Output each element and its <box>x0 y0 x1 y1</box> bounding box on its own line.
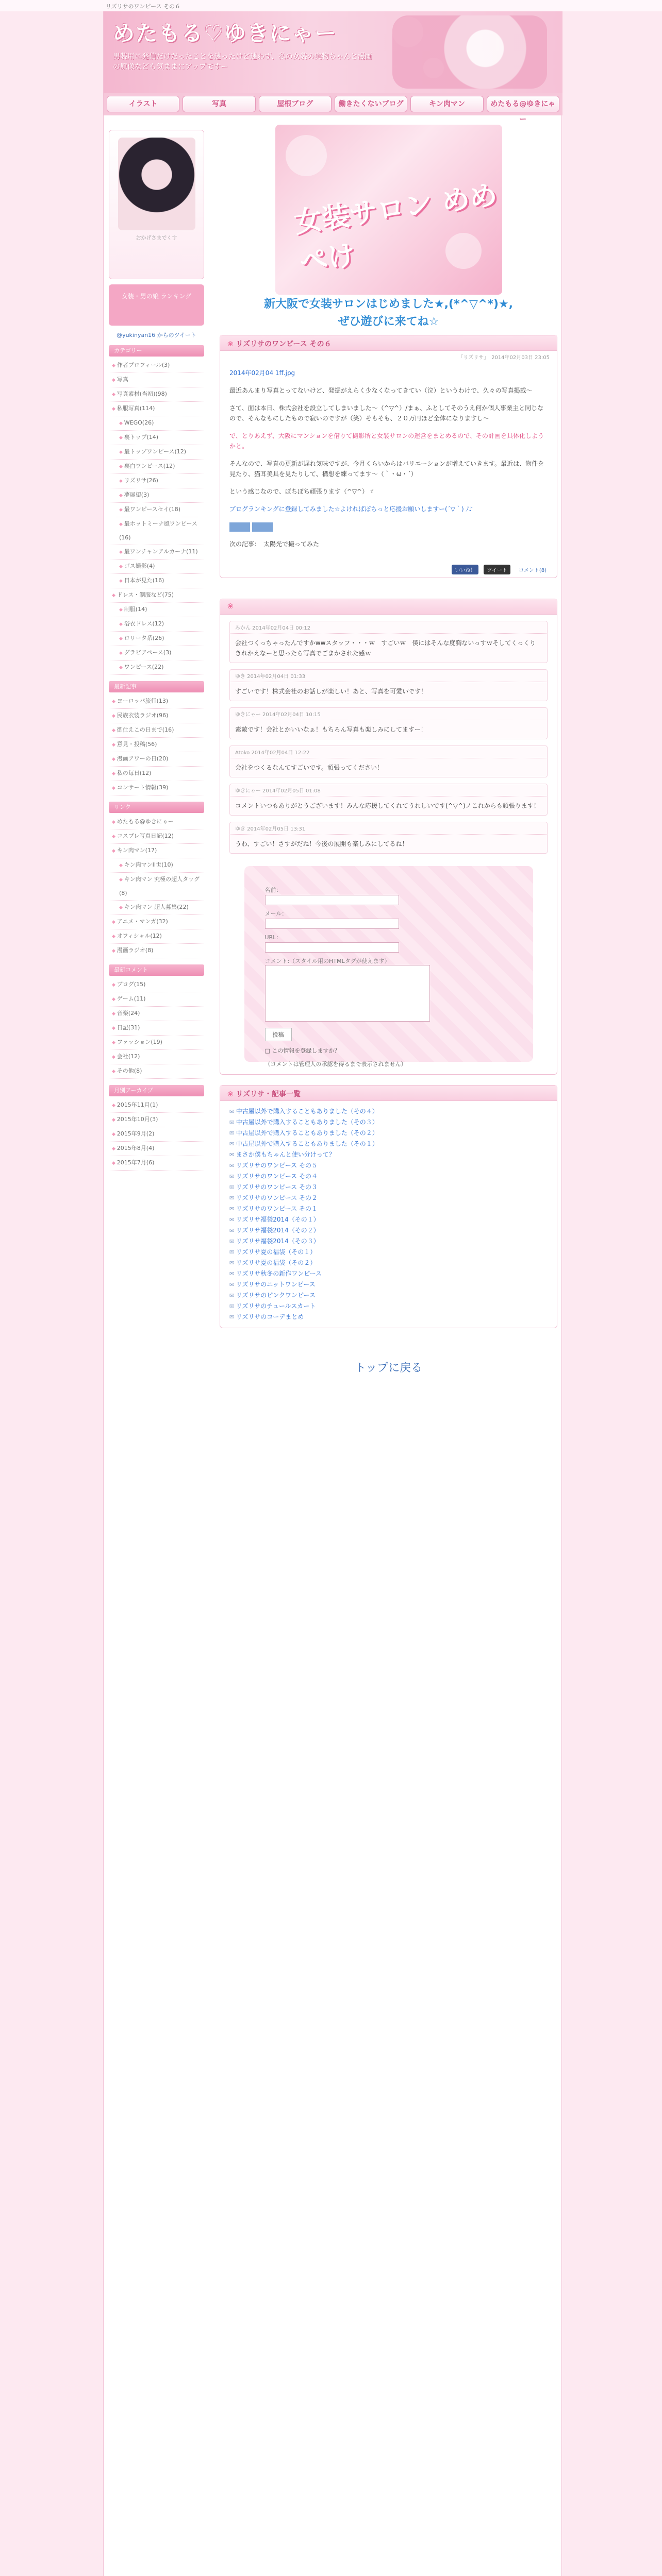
sidebar-link[interactable]: ◆ 2015年9月(2) <box>109 1127 204 1142</box>
related-article-link[interactable]: ✉ リズリサ夏の福袋（その２） <box>229 1258 548 1268</box>
sidebar-link[interactable]: ◆ 最ホットミーナ風ワンピース(16) <box>109 517 204 545</box>
sidebar-link[interactable]: ◆ 写真素材(当初)(98) <box>109 387 204 402</box>
sidebar-link[interactable]: ◆ 私の毎日(12) <box>109 767 204 781</box>
comment-body: 会社つくっちゃったんですかwwスタッフ・・・ｗ すごいｗ 僕にはそんな度胸ないっすｗそしてくっくりきれかえなーと思ったら写真でごまかされた感ｗ <box>235 639 536 657</box>
sidebar-list <box>109 815 204 958</box>
related-article-link[interactable]: ✉ 中古屋以外で購入することもありました（その１） <box>229 1139 548 1149</box>
nav-metamoru[interactable]: めたもる@ゆきにゃー <box>487 96 559 112</box>
entry-image-link[interactable]: 2014年02月04 1ff.jpg <box>229 369 295 377</box>
sidebar-link[interactable]: ◆ 会社(12) <box>109 1050 204 1064</box>
sidebar-section-title: 最新記事 <box>109 681 204 692</box>
sidebar-link[interactable]: ◆ 日本が見た(16) <box>109 574 204 588</box>
comment-body: すごいです！株式会社のお話しが楽しい！あと、写真を可愛いです！ <box>235 688 427 695</box>
sidebar-link[interactable]: ◆ オフィシャル(12) <box>109 929 204 944</box>
main-nav <box>104 93 562 124</box>
related-articles <box>220 1085 557 1328</box>
entry-paragraph: という感じなので、ぼちぼち頑張ります（^▽^）ゞ <box>229 488 375 495</box>
url-input[interactable] <box>265 942 399 953</box>
comment-header: みかん 2014年02月04日 00:12 <box>230 621 547 634</box>
entry-highlight: で、とりあえず、大阪にマンションを借りて撮影所と女装サロンの運営をまとめるので、その計画を具体化しようかと。 <box>229 432 544 450</box>
sidebar-link[interactable]: ◆ めたもる@ゆきにゃー <box>109 815 204 829</box>
sidebar-link[interactable]: ◆ 漫画アワーの日(20) <box>109 752 204 767</box>
sidebar-link[interactable]: ◆ ワンピース(22) <box>109 660 204 675</box>
main-content <box>220 125 557 1375</box>
sidebar-link[interactable]: ◆ 2015年10月(3) <box>109 1113 204 1127</box>
sidebar-link[interactable]: ◆ WEGO(26) <box>109 416 204 431</box>
site-title[interactable]: めたもる♡ゆきにゃー <box>113 21 337 46</box>
related-article-link[interactable]: ✉ リズリサ夏の福袋（その１） <box>229 1247 548 1258</box>
site-subtitle: 男装用に発信だけだったことを迷ったけど迷わず、私の女装の実物ちゃんと漫画の原像なども気ままにアップですー <box>113 53 372 71</box>
sidebar-link[interactable]: ◆ ファッション(19) <box>109 1036 204 1050</box>
related-article-link[interactable]: ✉ 中古屋以外で購入することもありました（その３） <box>229 1117 548 1128</box>
related-article-link[interactable]: ✉ リズリサのワンピース その３ <box>229 1182 548 1193</box>
sidebar-link[interactable]: ◆ 音楽(24) <box>109 1007 204 1021</box>
mail-label: メール： <box>264 910 288 917</box>
related-article-link[interactable]: ✉ リズリサのコーデまとめ <box>229 1312 548 1323</box>
ranking-link[interactable]: ブログランキングに登録してみました☆よければぽちっと応援お願いしますー(´▽｀) ﾉ♪ <box>229 505 473 513</box>
sidebar-list <box>109 1098 204 1171</box>
remember-label: この情報を登録しますか？ <box>272 1047 340 1054</box>
sidebar-link[interactable]: ◆ リズリサ(26) <box>109 474 204 488</box>
topline: リズリサのワンピース その６ <box>0 0 662 11</box>
sidebar-link[interactable]: ◆ キン肉マン 究極の超人タッグ(8) <box>109 873 204 901</box>
sidebar-link[interactable]: ◆ 私服写真(114) <box>109 402 204 416</box>
comment-body: 会社をつくるなんてすごいです。頑張ってください！ <box>235 764 384 771</box>
banner-caption-1: 新大阪で女装サロンはじめました★,(*^▽^*)★, <box>263 298 514 311</box>
sidebar-link[interactable]: ◆ 意見・投稿(56) <box>109 738 204 752</box>
sidebar-link[interactable]: ◆ 写真 <box>109 373 204 387</box>
entry-paragraph: さて、面は本日、株式会社を設立してしまいました～（^▽^）/まぁ、ふとしてそのうえ何か個人事業主と同じなので、そんなもにしたもので寂いのですが（笑）そもそも、２０万円ほど全体になりますし～ <box>229 404 544 422</box>
sidebar-list <box>109 694 204 795</box>
sidebar-link[interactable]: ◆ 制服(14) <box>109 603 204 617</box>
sidebar-link[interactable]: ◆ 夢展望(3) <box>109 488 204 503</box>
sidebar-link[interactable]: ◆ 裏白ワンピース(12) <box>109 460 204 474</box>
comment-header: ゆき 2014年02月05日 13:31 <box>230 822 547 835</box>
related-article-link[interactable]: ✉ リズリサ福袋2014（その２） <box>229 1225 548 1236</box>
ranking-banner-icon[interactable] <box>252 522 273 532</box>
sidebar-link[interactable]: ◆ ゴス撮影(4) <box>109 560 204 574</box>
sidebar-link[interactable]: ◆ 民族衣装ラジオ(96) <box>109 709 204 723</box>
sidebar-link[interactable]: ◆ コスプレ写真日記(12) <box>109 829 204 844</box>
sidebar-link[interactable]: ◆ その他(8) <box>109 1064 204 1079</box>
sidebar-link[interactable]: ◆ 御仕えこの日まで(16) <box>109 723 204 738</box>
sidebar-link[interactable]: ◆ グラビアペース(3) <box>109 646 204 660</box>
entry-paragraph: 最近あんまり写真とってないけど、発掘がえらく少なくなってきてい（泣）というわけで、久々の写真掲載～ <box>229 387 533 394</box>
sidebar-link[interactable]: ◆ 最トップワンピース(12) <box>109 445 204 460</box>
nav-roof-blog[interactable]: 屋根ブログ <box>259 96 332 112</box>
site-header <box>104 11 562 93</box>
sidebar-link[interactable]: ◆ 漫画ラジオ(8) <box>109 944 204 958</box>
sidebar-link[interactable]: ◆ 裏トップ(14) <box>109 431 204 445</box>
sidebar-link[interactable]: ◆ ブログ(15) <box>109 978 204 992</box>
comment-textarea[interactable] <box>265 965 430 1022</box>
sidebar-link[interactable]: ◆ 2015年7月(6) <box>109 1156 204 1171</box>
sidebar-link[interactable]: ◆ 日記(31) <box>109 1021 204 1036</box>
ranking-banner[interactable]: 女装・男の娘 ランキング <box>109 284 204 326</box>
blog-entry <box>220 335 557 578</box>
header-mascot-illustration <box>392 15 547 89</box>
page-wrapper <box>103 11 562 2576</box>
facebook-like-button[interactable]: いいね！ <box>452 565 478 574</box>
comment-form <box>244 866 533 1067</box>
entry-title[interactable]: ❀ リズリサのワンピース その６ <box>220 335 557 351</box>
profile-box <box>109 130 204 279</box>
sidebar-link[interactable]: ◆ コンサート情報(39) <box>109 781 204 795</box>
sidebar-section-title: 最新コメント <box>109 964 204 976</box>
sidebar-section-title: 月別アーカイブ <box>109 1085 204 1096</box>
sidebar <box>104 125 209 1171</box>
related-article-link[interactable]: ✉ リズリサのニットワンピース <box>229 1279 548 1290</box>
nav-nowork-blog[interactable]: 働きたくないブログ <box>335 96 407 112</box>
salon-banner[interactable] <box>275 125 502 295</box>
sidebar-link[interactable]: ◆ 2015年8月(4) <box>109 1142 204 1156</box>
sidebar-list <box>109 359 204 675</box>
sidebar-link[interactable]: ◆ 最ワンピースセイ(18) <box>109 503 204 517</box>
nav-photo[interactable]: 写真 <box>183 96 255 112</box>
back-to-top-link[interactable]: トップに戻る <box>354 1362 423 1375</box>
sidebar-sections <box>104 345 209 1171</box>
comment <box>229 621 548 663</box>
related-article-link[interactable]: ✉ リズリサ秋冬の新作ワンピース <box>229 1268 548 1279</box>
sidebar-link[interactable]: ◆ ヨーロッパ旅行(13) <box>109 694 204 709</box>
remember-checkbox[interactable]: □ <box>264 1047 272 1054</box>
comment-body: 素敵です！会社とかいいなぁ！もちろん写真も楽しみにしてますー！ <box>235 726 427 733</box>
name-label: 名前： <box>264 887 282 893</box>
related-article-link[interactable]: ✉ 中古屋以外で購入することもありました（その２） <box>229 1128 548 1139</box>
nav-illust[interactable]: イラスト <box>107 96 179 112</box>
related-title: ❀ リズリサ・記事一覧 <box>220 1086 557 1101</box>
related-article-link[interactable]: ✉ リズリサのワンピース その１ <box>229 1204 548 1214</box>
related-article-link[interactable]: ✉ リズリサのチュールスカート <box>229 1301 548 1312</box>
ranking-banner-icon[interactable] <box>229 522 250 532</box>
profile-caption: おかげさまでくす <box>136 235 177 241</box>
sidebar-link[interactable]: ◆ 2015年11月(1) <box>109 1098 204 1113</box>
related-article-link[interactable]: ✉ リズリサのワンピース その２ <box>229 1193 548 1204</box>
mail-input[interactable] <box>265 919 399 929</box>
sidebar-list <box>109 978 204 1079</box>
comment-body: コメントいつもありがとうございます！みんな応援してくれてうれしいです(^▽^)ノこれからも頑張ります！ <box>235 802 540 809</box>
sidebar-link[interactable]: ◆ キン肉マンII世(10) <box>109 858 204 873</box>
submit-button[interactable]: 投稿 <box>265 1028 292 1041</box>
banner-caption-2: ぜひ遊びに来てね☆ <box>338 315 439 328</box>
entry-paragraph: そんなので、写真の更新が遅れ気味ですが、今月くらいからはバリエーションが増えていきます。最近は、物件を見たり、猫耳美具を見たりして、構想を練ってます～（｀・ω・´） <box>229 460 544 478</box>
nav-kinnikuman[interactable]: キン肉マン <box>410 96 483 112</box>
sidebar-link[interactable]: ◆ 最ワンチャンアルカーナ(11) <box>109 545 204 560</box>
sidebar-link[interactable]: ◆ キン肉マン 超人募集(22) <box>109 901 204 915</box>
comment-header: Atoko 2014年02月04日 12:22 <box>230 746 547 758</box>
related-article-link[interactable]: ✉ リズリサ福袋2014（その３） <box>229 1236 548 1247</box>
sidebar-link[interactable]: ◆ キン肉マン(17) <box>109 844 204 858</box>
twitter-link[interactable]: @yukinyan16 からのツイート <box>117 332 196 338</box>
sidebar-link[interactable]: ◆ 作者プロフィール(3) <box>109 359 204 373</box>
sidebar-section-title: カテゴリー <box>109 345 204 357</box>
comment <box>229 745 548 777</box>
related-article-link[interactable]: ✉ リズリサのワンピース その４ <box>229 1171 548 1182</box>
related-article-link[interactable]: ✉ 中古屋以外で購入することもありました（その４） <box>229 1106 548 1117</box>
form-note: （コメントは管理人の承認を得るまで表示されません） <box>264 1061 407 1067</box>
comments-link[interactable]: コメント(8) <box>518 568 547 573</box>
comment-header: ゆきにゃー 2014年02月05日 01:08 <box>230 784 547 796</box>
comment <box>229 822 548 854</box>
sidebar-link[interactable]: ◆ ドレス・制服など(75) <box>109 588 204 603</box>
sidebar-link[interactable]: ◆ 浴衣ドレス(12) <box>109 617 204 632</box>
comments-section <box>220 599 557 1075</box>
sidebar-section-title: リンク <box>109 802 204 813</box>
social-buttons <box>220 562 557 578</box>
sidebar-link[interactable]: ◆ ゲーム(11) <box>109 992 204 1007</box>
tweet-button[interactable]: ツイート <box>484 565 510 574</box>
banner-text: 女装サロン めめぺけ <box>292 178 499 279</box>
url-label: URL： <box>264 934 282 941</box>
profile-photo[interactable] <box>118 138 195 230</box>
next-article-link[interactable]: 次の記事： 太陽光で撮ってみた <box>229 540 320 548</box>
comment-header: ゆきにゃー 2014年02月04日 10:15 <box>230 708 547 720</box>
comments-header <box>220 599 557 615</box>
comment-header: ゆき 2014年02月04日 01:33 <box>230 670 547 682</box>
comment-body: うわ、すごい！さすがだね！今後の展開も楽しみにしてるね！ <box>235 840 408 848</box>
comment <box>229 669 548 701</box>
sidebar-link[interactable]: ◆ アニメ・マンガ(32) <box>109 915 204 929</box>
entry-meta: 「リズリサ」 2014年02月03日 23:05 <box>458 355 550 361</box>
related-article-link[interactable]: ✉ リズリサのワンピース その５ <box>229 1160 548 1171</box>
comment-label: コメント:（スタイル用のHTMLタグが使えます） <box>264 958 390 964</box>
sidebar-link[interactable]: ◆ ロリータ系(26) <box>109 632 204 646</box>
related-article-link[interactable]: ✉ まさか僕もちゃんと使い分けって？ <box>229 1149 548 1160</box>
related-article-link[interactable]: ✉ リズリサ福袋2014（その１） <box>229 1214 548 1225</box>
name-input[interactable] <box>265 895 399 905</box>
comment <box>229 784 548 816</box>
comment <box>229 707 548 739</box>
related-article-link[interactable]: ✉ リズリサのピンクワンピース <box>229 1290 548 1301</box>
